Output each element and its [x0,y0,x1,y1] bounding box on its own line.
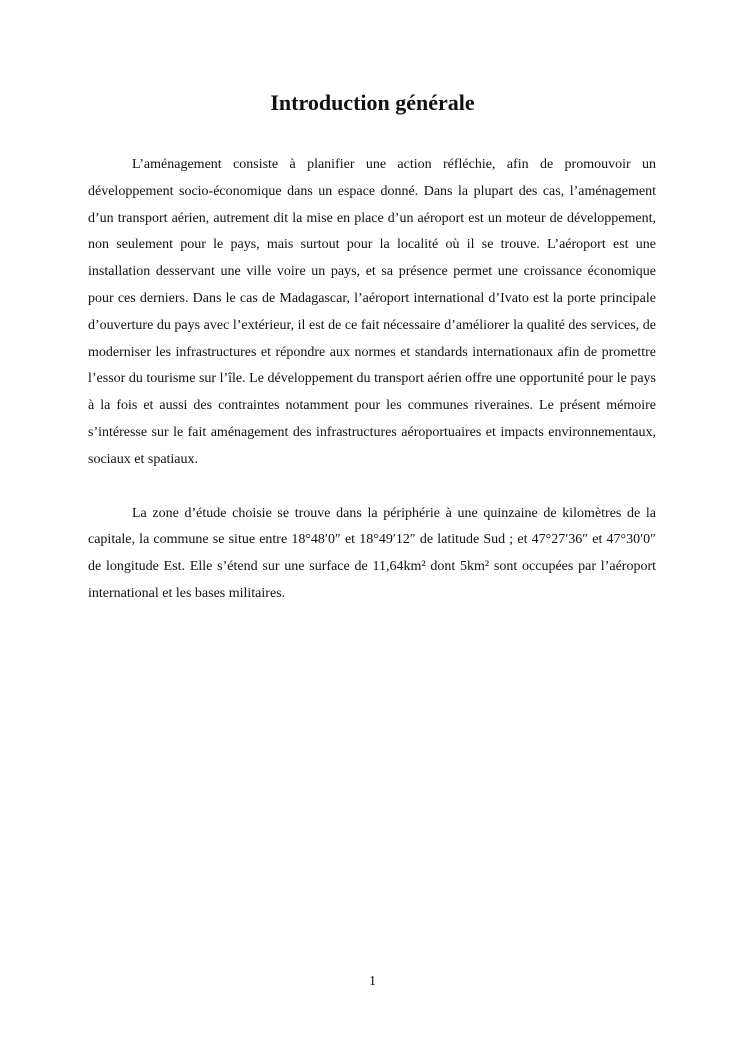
paragraph-study-area: La zone d’étude choisie se trouve dans la périphérie à une quinzaine de kilomètres de la capitale, la commune se situe entre 18°48′0″ et 18°49′12″ de latitude Sud ; et 47°27′36″ et 47°30′0″ de longitude Est. Elle s’étend sur une surface de 11,64km² dont 5km² sont occupées par l’aéroport international et les bases militaires. [88,505,656,601]
page-number: 1 [369,974,376,989]
paragraph-introduction: L’aménagement consiste à planifier une action réfléchie, afin de promouvoir un développement socio-économique dans un espace donné. Dans la plupart des cas, l’aménagement d’un transport aérien, autrement dit la mise en place d’un aéroport est un moteur de développement, non seulement pour le pays, mais surtout pour la localité où il se trouve. L’aéroport est une installation desservant une ville voire un pays, et sa présence permet une croissance économique pour ces derniers. Dans le cas de Madagascar, l’aéroport international d’Ivato est la porte principale d’ouverture du pays avec l’extérieur, il est de ce fait nécessaire d’améliorer la qualité des services, de moderniser les infrastructures et répondre aux normes et standards internationaux afin de promettre l’essor du tourisme sur l’île. Le développement du transport aérien offre une opportunité pour le pays à la fois et aussi des contraintes notamment pour les communes riveraines. Le présent mémoire s’intéresse sur le fait aménagement des infrastructures aéroportuaires et impacts environnementaux, sociaux et spatiaux. [88,157,656,467]
body-text [88,152,656,608]
page-title: Introduction générale [270,90,475,115]
